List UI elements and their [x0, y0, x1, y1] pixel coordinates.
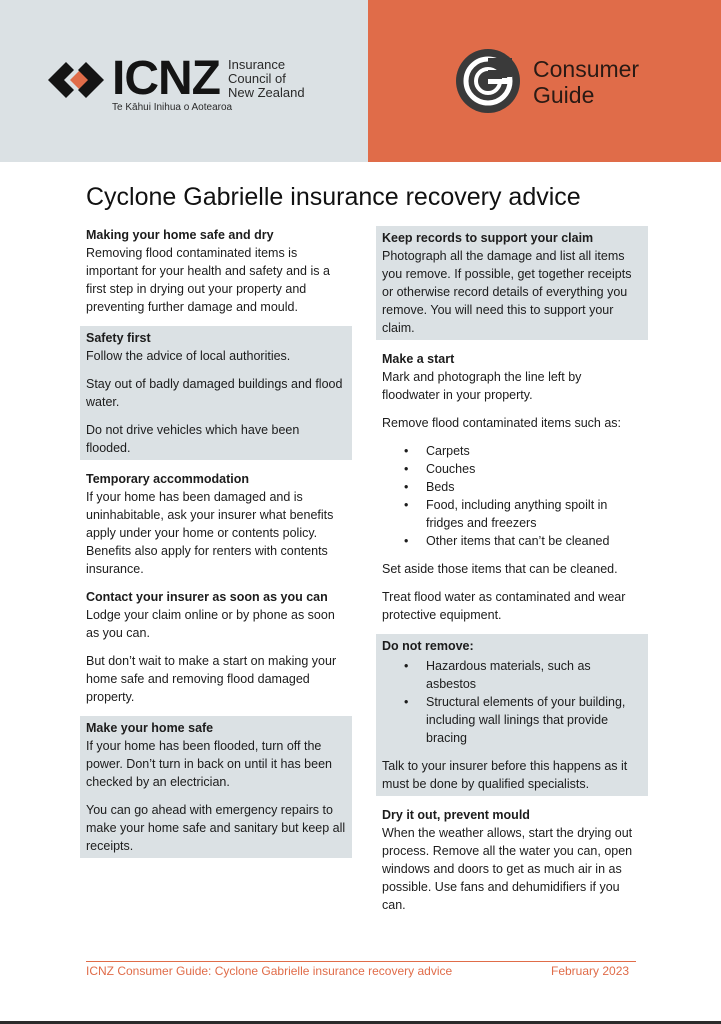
- paragraph: Remove flood contaminated items such as:: [382, 416, 622, 430]
- brand-desc-line: Insurance: [228, 57, 286, 72]
- paragraph: When the weather allows, start the drying out process. Remove all the water you can, open windows and doors to get as much air in as possible. Use fans and dehumidifiers if you can.: [382, 826, 633, 912]
- section-heading: Safety first: [86, 331, 151, 345]
- brand-description: [228, 58, 338, 100]
- paragraph: Talk to your insurer before this happens as it must be done by qualified specialists.: [382, 759, 628, 791]
- footer-divider: [86, 961, 636, 962]
- consumer-guide-label: [533, 56, 639, 108]
- footer-date: February 2023: [551, 964, 630, 978]
- section-heading: Do not remove:: [382, 639, 474, 653]
- brand-name: ICNZ: [112, 52, 220, 105]
- paragraph: Stay out of badly damaged buildings and flood water.: [86, 377, 343, 409]
- consumer-guide-icon: [455, 48, 521, 114]
- right-column: [382, 226, 642, 924]
- bullet-list: [382, 657, 642, 747]
- icnz-logo-icon: [44, 58, 108, 102]
- paragraph: If your home has been flooded, turn off the power. Don’t turn in back on until it has been checked by an electrician.: [86, 739, 332, 789]
- paragraph: Mark and photograph the line left by floodwater in your property.: [382, 370, 582, 402]
- paragraph: Treat flood water as contaminated and wear protective equipment.: [382, 590, 626, 622]
- section-heading: Keep records to support your claim: [382, 231, 594, 245]
- list-item: • Other items that can’t be cleaned: [426, 532, 642, 550]
- bullet-list: [382, 442, 642, 550]
- footer-title: ICNZ Consumer Guide: Cyclone Gabrielle insurance recovery advice: [86, 964, 453, 978]
- guide-line: Guide: [533, 82, 595, 108]
- paragraph: If your home has been damaged and is uninhabitable, ask your insurer what benefits apply under your home or contents policy. Benefits also apply for renters with contents insurance.: [86, 490, 334, 576]
- guide-line: Consumer: [533, 56, 640, 82]
- paragraph: Photograph all the damage and list all items you remove. If possible, get together receipts or otherwise record details of everything you remove. You will need this to support your claim.: [382, 249, 632, 335]
- list-item: • Carpets: [426, 442, 642, 460]
- section-heading: Dry it out, prevent mould: [382, 808, 530, 822]
- section-make-a-start: [382, 350, 642, 624]
- section-heading: Making your home safe and dry: [86, 228, 274, 242]
- paragraph: Lodge your claim online or by phone as soon as you can.: [86, 608, 335, 640]
- paragraph: Set aside those items that can be cleaned.: [382, 562, 618, 576]
- section-keep-records: [376, 226, 648, 340]
- section-do-not-remove: [376, 634, 648, 796]
- brand-desc-line: New Zealand: [228, 85, 305, 100]
- section-temporary-accommodation: [86, 470, 346, 578]
- paragraph: Removing flood contaminated items is important for your health and safety and is a first step in drying out your property and preventing further damage and mould.: [86, 246, 330, 314]
- left-column: [86, 226, 346, 868]
- section-heading: Temporary accommodation: [86, 472, 250, 486]
- section-heading: Make a start: [382, 352, 455, 366]
- section-make-home-safe: [80, 716, 352, 858]
- list-item: • Structural elements of your building, including wall linings that provide bracing: [426, 693, 642, 747]
- list-item: • Hazardous materials, such as asbestos: [426, 657, 642, 693]
- list-item: • Food, including anything spoilt in fridges and freezers: [426, 496, 642, 532]
- paragraph: Do not drive vehicles which have been flooded.: [86, 423, 300, 455]
- page-title: Cyclone Gabrielle insurance recovery advice: [86, 183, 581, 211]
- section-making-home-safe: [86, 226, 346, 316]
- list-item: • Couches: [426, 460, 642, 478]
- paragraph: Follow the advice of local authorities.: [86, 349, 291, 363]
- section-contact-insurer: [86, 588, 346, 706]
- section-dry-it-out: [382, 806, 642, 914]
- brand-maori-name: Te Kāhui Inihua o Aotearoa: [112, 102, 233, 113]
- paragraph: But don’t wait to make a start on making your home safe and removing flood damaged property.: [86, 654, 337, 704]
- paragraph: You can go ahead with emergency repairs to make your home safe and sanitary but keep all receipts.: [86, 803, 346, 853]
- section-heading: Make your home safe: [86, 721, 214, 735]
- section-heading: Contact your insurer as soon as you can: [86, 590, 328, 604]
- list-item: • Beds: [426, 478, 642, 496]
- section-safety-first: [80, 326, 352, 460]
- brand-desc-line: Council of: [228, 71, 286, 86]
